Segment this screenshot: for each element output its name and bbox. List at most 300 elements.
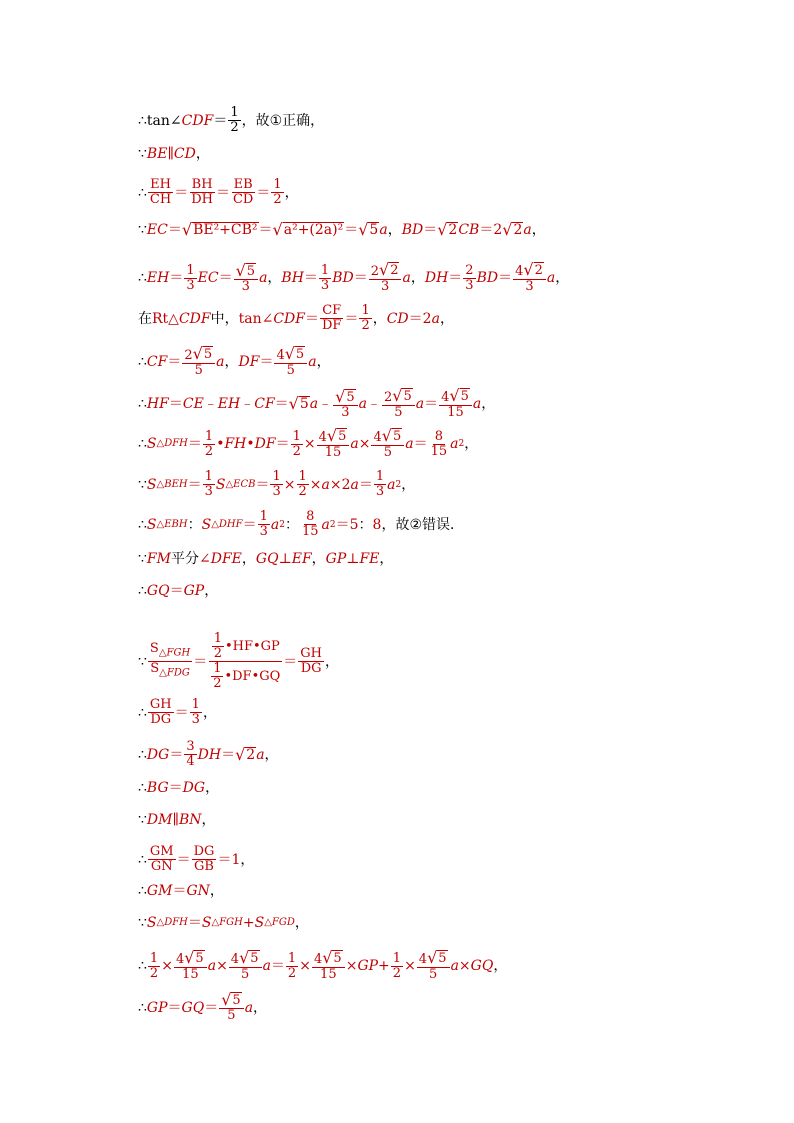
text: DFH xyxy=(164,438,188,449)
text: ， xyxy=(253,999,268,1016)
text: •HF•GP xyxy=(224,638,280,654)
den: GB xyxy=(194,859,214,874)
text: ＝ xyxy=(169,583,184,599)
text: ： xyxy=(284,516,299,533)
den: 2 xyxy=(273,192,282,207)
line-7 xyxy=(138,346,331,378)
line-13 xyxy=(138,583,218,599)
fraction xyxy=(463,264,475,293)
line-23 xyxy=(138,992,267,1023)
radical-sign: √ xyxy=(427,948,438,967)
den: 5 xyxy=(383,445,392,460)
text: a xyxy=(308,354,317,370)
radicand: 2 xyxy=(534,263,543,278)
radicand: 5 xyxy=(403,389,412,404)
den: CD xyxy=(232,192,254,207)
text: a xyxy=(350,436,359,452)
text: △ xyxy=(211,518,219,530)
text: ， xyxy=(387,222,402,238)
radical-sign: √ xyxy=(235,744,246,764)
radical-sign: √ xyxy=(235,260,246,280)
sqrt xyxy=(358,222,379,238)
fraction xyxy=(320,304,343,333)
text: FGD xyxy=(271,917,295,928)
text: ， xyxy=(372,310,387,327)
text: △ xyxy=(159,667,167,679)
text: ， xyxy=(464,436,479,452)
fraction xyxy=(203,470,215,499)
text: ： xyxy=(187,516,202,533)
text: S xyxy=(146,476,157,493)
text: ＝ xyxy=(335,516,350,533)
text: ， xyxy=(401,476,416,493)
text: ∵ xyxy=(138,812,147,828)
text: BH xyxy=(281,270,304,286)
text: ＝ xyxy=(259,354,274,370)
text: 正确 xyxy=(282,112,311,129)
text: 2 xyxy=(279,519,285,530)
den: 3 xyxy=(186,277,195,293)
text: ∵ xyxy=(138,476,147,493)
den: 4 xyxy=(186,754,195,769)
text: 8 xyxy=(372,516,382,533)
text: ＝ xyxy=(424,396,439,412)
text: × xyxy=(303,436,316,452)
fraction xyxy=(513,262,546,294)
text: GQ xyxy=(146,583,170,599)
den: 5 xyxy=(194,363,203,378)
text: CDF xyxy=(181,112,214,129)
text: ， xyxy=(555,270,570,286)
den: 3 xyxy=(204,484,213,499)
den: 3 xyxy=(525,279,534,294)
text: ∴ xyxy=(138,851,147,868)
den: 3 xyxy=(272,484,281,499)
text: ∠ xyxy=(198,551,211,567)
radical-sign: √ xyxy=(379,260,390,279)
fraction xyxy=(231,178,255,207)
text: ， xyxy=(481,396,496,412)
num: 1 xyxy=(191,697,200,712)
den: 15 xyxy=(447,405,464,420)
text: × xyxy=(299,958,311,974)
fraction xyxy=(382,388,415,420)
text: 2 xyxy=(341,476,351,493)
text: BD xyxy=(401,222,424,238)
fraction xyxy=(192,845,217,874)
text: ＝ xyxy=(275,436,290,452)
text: FGH xyxy=(219,917,243,928)
line-2 xyxy=(138,146,210,162)
fraction xyxy=(184,264,196,293)
text: S xyxy=(150,661,160,676)
text: ， xyxy=(241,551,256,567)
text: ∥ xyxy=(172,812,179,828)
num: 1 xyxy=(259,509,268,524)
num: 1 xyxy=(287,950,297,966)
text: × xyxy=(458,958,471,974)
fraction xyxy=(391,952,403,981)
text: ∴ xyxy=(138,270,147,286)
text: ， xyxy=(241,112,256,129)
text: EBH xyxy=(164,518,188,530)
radicand: 5 xyxy=(438,951,447,966)
fraction xyxy=(271,178,283,207)
text: a xyxy=(259,270,268,286)
den: 15 xyxy=(430,443,448,459)
radical-sign: √ xyxy=(272,220,283,239)
line-5 xyxy=(138,262,569,294)
text: 2 xyxy=(395,479,402,490)
text: ＝ xyxy=(176,851,191,868)
text: ， xyxy=(284,184,299,201)
text: ∴ xyxy=(138,516,147,533)
text: FH xyxy=(224,436,247,452)
text: △ xyxy=(156,478,165,490)
radical-sign: √ xyxy=(239,948,250,967)
text: FDG xyxy=(166,667,190,679)
text: CF xyxy=(146,354,168,370)
fraction xyxy=(174,950,207,982)
text: ∠ xyxy=(169,112,182,129)
text: ＝ xyxy=(344,310,359,327)
text: △ xyxy=(264,917,272,928)
text: × xyxy=(404,958,416,974)
line-3 xyxy=(138,178,299,207)
text: ＝ xyxy=(174,704,189,721)
text: ＝ xyxy=(218,270,233,286)
text: ECB xyxy=(233,478,256,490)
text: △ xyxy=(156,438,165,449)
num: 1 xyxy=(320,262,330,278)
text: 2 xyxy=(329,519,336,530)
num: 3 xyxy=(186,739,195,754)
text: △ xyxy=(156,917,165,928)
text: × xyxy=(358,436,371,452)
text: a xyxy=(309,396,319,412)
text: ＝ xyxy=(174,184,189,201)
text: ＝ xyxy=(413,436,428,452)
num: GH xyxy=(300,646,323,661)
radicand: 5 xyxy=(195,951,204,966)
text: 2 xyxy=(458,439,465,449)
text: ＝ xyxy=(217,851,232,868)
line-8 xyxy=(138,388,495,420)
sqrt xyxy=(182,222,259,238)
text: ＝ xyxy=(256,184,271,201)
line-15 xyxy=(138,698,217,727)
den: 15 xyxy=(301,524,319,539)
text: S xyxy=(149,641,159,657)
fraction xyxy=(439,388,472,420)
radical-sign: √ xyxy=(284,344,295,363)
text: GP xyxy=(325,551,347,567)
line-10 xyxy=(138,470,415,499)
num: GH xyxy=(149,697,172,712)
den: 3 xyxy=(341,404,350,420)
den: 5 xyxy=(286,363,295,378)
num: 1 xyxy=(298,469,307,484)
text: ＝ xyxy=(242,516,257,533)
text: DG xyxy=(182,780,206,796)
text: HF xyxy=(146,396,169,412)
text: GQ xyxy=(255,551,279,567)
text: ∠ xyxy=(261,310,274,327)
text: ∴ xyxy=(138,883,147,899)
radicand: 5 xyxy=(295,347,305,362)
text: ＝ xyxy=(498,270,513,286)
text: ＝ xyxy=(168,780,183,796)
den: 3 xyxy=(465,277,474,293)
text: ＝ xyxy=(423,222,438,238)
fraction xyxy=(190,698,202,727)
text: ， xyxy=(264,746,279,763)
den: 15 xyxy=(182,967,199,982)
text: ， xyxy=(381,516,396,533)
text: ＝ xyxy=(167,999,182,1016)
den: 2 xyxy=(149,965,159,981)
num: 1 xyxy=(375,469,385,484)
num: 1 xyxy=(230,105,239,120)
num: 2 xyxy=(465,262,474,278)
radicand: a²+(2a)² xyxy=(283,222,344,238)
text: ∴ xyxy=(138,396,147,412)
text: 4 xyxy=(515,264,524,279)
fraction xyxy=(189,178,215,207)
text: ∴ xyxy=(138,184,147,201)
text: ① xyxy=(269,112,283,129)
fraction xyxy=(371,428,404,460)
sqrt xyxy=(235,744,256,764)
text: ﹣ xyxy=(318,396,333,412)
num: 1 xyxy=(273,177,282,192)
radical-sign: √ xyxy=(181,220,193,239)
den: 15 xyxy=(324,445,342,460)
fraction xyxy=(417,950,450,982)
text: a xyxy=(321,516,330,533)
text: ， xyxy=(294,915,309,931)
num: DG xyxy=(193,844,215,859)
fraction xyxy=(219,992,243,1023)
text: CF xyxy=(254,396,275,412)
radical-sign: √ xyxy=(358,220,369,239)
text: ＝ xyxy=(479,222,494,238)
text: △ xyxy=(156,518,165,530)
text: + xyxy=(242,915,255,931)
text: ﹣ xyxy=(240,396,255,412)
text: × xyxy=(216,958,228,974)
num: GM xyxy=(149,844,174,859)
text: a xyxy=(321,476,330,493)
text: ＝ xyxy=(167,222,182,238)
den: DF xyxy=(321,318,342,333)
fraction xyxy=(291,430,303,459)
text: ， xyxy=(240,851,255,868)
line-9 xyxy=(138,428,478,460)
fraction xyxy=(148,178,173,207)
text: GP xyxy=(183,583,205,599)
den: 5 xyxy=(241,967,250,982)
sqrt xyxy=(273,222,345,238)
fraction xyxy=(300,510,321,539)
text: ∵ xyxy=(138,146,147,162)
text: △ xyxy=(211,917,220,928)
text: ， xyxy=(410,270,425,286)
sqrt xyxy=(289,396,310,412)
radical-sign: √ xyxy=(502,220,513,239)
text: ＝ xyxy=(221,746,236,763)
text: ＝ xyxy=(304,310,319,327)
text: △ xyxy=(225,478,234,490)
den: DH xyxy=(191,192,213,207)
den: 3 xyxy=(191,712,200,727)
text: ＝ xyxy=(358,476,373,493)
radical-sign: √ xyxy=(288,394,299,413)
text: 2 xyxy=(184,348,193,363)
radicand: 5 xyxy=(338,429,347,444)
text: ， xyxy=(202,704,217,721)
text: ﹣ xyxy=(203,396,218,412)
text: DH xyxy=(424,270,449,286)
text: 4 xyxy=(230,952,240,967)
text: GP xyxy=(146,999,168,1016)
text: ＝ xyxy=(169,270,184,286)
text: ， xyxy=(310,112,325,129)
text: EC xyxy=(197,270,219,286)
text: tan xyxy=(238,310,262,327)
line-4 xyxy=(138,222,546,238)
text: ∴ xyxy=(138,583,147,599)
num: 1 xyxy=(361,303,370,318)
text: FE xyxy=(359,551,380,567)
text: BD xyxy=(332,270,354,286)
fraction xyxy=(208,632,282,691)
radicand: 5 xyxy=(232,993,241,1008)
text: ， xyxy=(531,222,546,238)
text: ＝ xyxy=(193,653,208,670)
radical-sign: √ xyxy=(221,990,232,1009)
radicand: 5 xyxy=(369,222,379,238)
text: EH xyxy=(146,270,170,286)
text: a xyxy=(415,396,425,412)
text: ＝ xyxy=(215,184,230,201)
text: ， xyxy=(379,551,394,567)
den: 3 xyxy=(320,277,330,293)
fraction xyxy=(333,386,357,420)
den: 15 xyxy=(320,967,337,982)
sqrt xyxy=(502,222,523,238)
text: + xyxy=(378,958,390,974)
text: ， xyxy=(311,551,326,567)
text: 4 xyxy=(313,952,323,967)
text: ： xyxy=(358,516,373,533)
text: ＝ xyxy=(408,310,423,327)
num: 1 xyxy=(392,950,402,966)
text: S xyxy=(146,915,157,931)
text: a xyxy=(387,476,396,493)
text: ， xyxy=(209,883,224,899)
line-22 xyxy=(138,950,507,982)
fraction xyxy=(374,470,386,499)
fraction xyxy=(312,950,345,982)
line-12 xyxy=(138,551,393,567)
text: × xyxy=(329,476,342,493)
fraction xyxy=(359,304,371,333)
text: ， xyxy=(439,310,454,327)
text: CB xyxy=(458,222,480,238)
line-14 xyxy=(138,632,339,691)
text: BG xyxy=(146,780,169,796)
text: CDF xyxy=(178,310,211,327)
text: 中 xyxy=(210,310,225,327)
text: 平分 xyxy=(170,551,199,567)
radical-sign: √ xyxy=(392,386,403,405)
text: 故 xyxy=(255,112,270,129)
text: ∴ xyxy=(138,999,147,1016)
text: S xyxy=(254,915,265,931)
text: tan xyxy=(146,112,170,129)
text: CDF xyxy=(273,310,305,327)
text: DM xyxy=(146,812,173,828)
line-20 xyxy=(138,883,224,899)
text: a xyxy=(270,516,280,533)
text: ＝ xyxy=(344,222,359,238)
den: 5 xyxy=(227,1008,236,1023)
text: ， xyxy=(493,958,508,974)
fraction xyxy=(203,430,215,459)
text: ＝ xyxy=(283,653,298,670)
text: ＝ xyxy=(274,396,289,412)
fraction xyxy=(270,470,282,499)
text: ． xyxy=(450,516,464,533)
radicand: 5 xyxy=(333,951,342,966)
text: a xyxy=(256,746,265,763)
text: ∴ xyxy=(138,958,147,974)
den: 3 xyxy=(375,484,385,499)
text: S xyxy=(201,516,212,533)
text: ∥ xyxy=(167,146,174,162)
text: × xyxy=(345,958,358,974)
radical-sign: √ xyxy=(322,948,333,967)
text: a xyxy=(379,222,388,238)
num: 1 xyxy=(213,661,222,676)
text: a xyxy=(216,354,225,370)
den: 2 xyxy=(213,676,222,691)
text: CD xyxy=(173,146,196,162)
text: △ xyxy=(158,648,167,659)
text: DG xyxy=(146,746,170,763)
text: 1 xyxy=(231,851,241,868)
text: ﹣ xyxy=(367,396,381,412)
text: ∴ xyxy=(138,436,147,452)
fraction xyxy=(258,510,270,539)
text: ， xyxy=(224,354,239,370)
text: BN xyxy=(178,812,202,828)
text: ＝ xyxy=(187,476,202,493)
radicand: 5 xyxy=(246,263,256,279)
den: DG xyxy=(150,712,172,727)
text: 故 xyxy=(395,516,410,533)
den: DG xyxy=(300,661,322,676)
text: ＝ xyxy=(255,476,270,493)
den: 3 xyxy=(241,278,250,294)
text: ， xyxy=(195,146,210,162)
text: BE xyxy=(146,146,168,162)
text: × xyxy=(161,958,173,974)
line-18 xyxy=(138,812,216,828)
text: 5 xyxy=(349,516,359,533)
fraction xyxy=(317,428,350,460)
